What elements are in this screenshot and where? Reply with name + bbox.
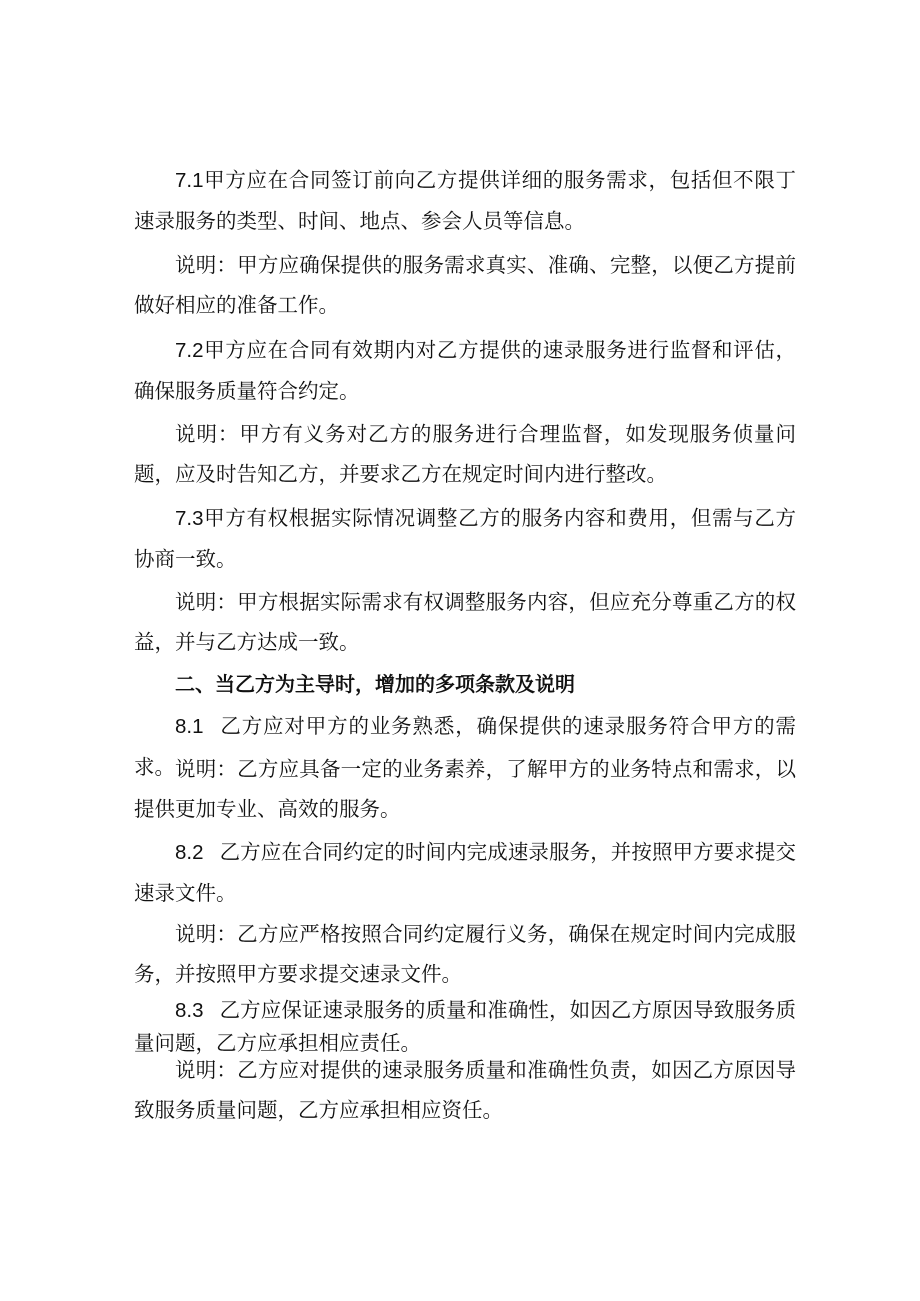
clause-text: 甲方应在合同签订前向乙方提供详细的服务需求，包括但不限丁速录服务的类型、时间、地点、参会人员等信息。 [134,168,796,233]
clause-8-1-note [134,749,796,829]
clause-number: 7.3 [175,507,204,530]
note-text: 说明：甲方应确保提供的服务需求真实、准确、完整，以便乙方提前做好相应的准备工作。 [134,253,796,317]
clause-text: 甲方有权根据实际情况调整乙方的服务内容和费用，但需与乙方协商一致。 [134,506,796,571]
clause-text: 乙方应保证速录服务的质量和准确性，如因乙方原因导致服务质量问题，乙方应承担相应责任。 [134,998,796,1055]
note-text: 说明：乙方应具备一定的业务素养，了解甲方的业务特点和需求，以提供更加专业、高效的服务。 [134,757,796,821]
note-text: 说明：甲方根据实际需求有权调整服务内容，但应充分尊重乙方的权益，并与乙方达成一致。 [134,590,796,654]
clause-number: 7.1 [175,169,204,192]
section-heading: 二、当乙方为主导时，增加的多项条款及说明 [175,672,575,696]
clause-7-1-note [134,245,796,325]
clause-text: 甲方应在合同有效期内对乙方提供的速录服务进行监督和评估，确保服务质量符合约定。 [134,338,796,403]
clause-7-2 [134,330,796,411]
clause-7-2-note [134,414,796,494]
note-text: 说明：乙方应对提供的速录服务质量和准确性负责，如因乙方原因导致服务质量问题，乙方应承担相应资任。 [134,1058,796,1122]
clause-text: 乙方应对甲方的业务熟悉，确保提供的速录服务符合甲方的需求。 [134,714,796,779]
clause-number: 7.2 [175,339,204,362]
note-text: 说明：乙方应严格按照合同约定履行义务，确保在规定时间内完成服务，并按照甲方要求提交速录文件。 [134,922,796,986]
clause-number: 8.3 [175,999,204,1022]
clause-number: 8.1 [175,715,204,738]
clause-8-2-note [134,914,796,994]
clause-8-3-note [134,1050,796,1130]
clause-text: 乙方应在合同约定的时间内完成速录服务，并按照甲方要求提交速录文件。 [134,840,796,905]
clause-7-1 [134,160,796,241]
clause-8-2 [134,832,796,913]
clause-7-3 [134,498,796,579]
clause-number: 8.2 [175,841,204,864]
note-text: 说明：甲方有义务对乙方的服务进行合理监督，如发现服务侦量问题，应及时告知乙方，并要求乙方在规定时间内进行整改。 [134,422,796,486]
clause-7-3-note [134,582,796,662]
